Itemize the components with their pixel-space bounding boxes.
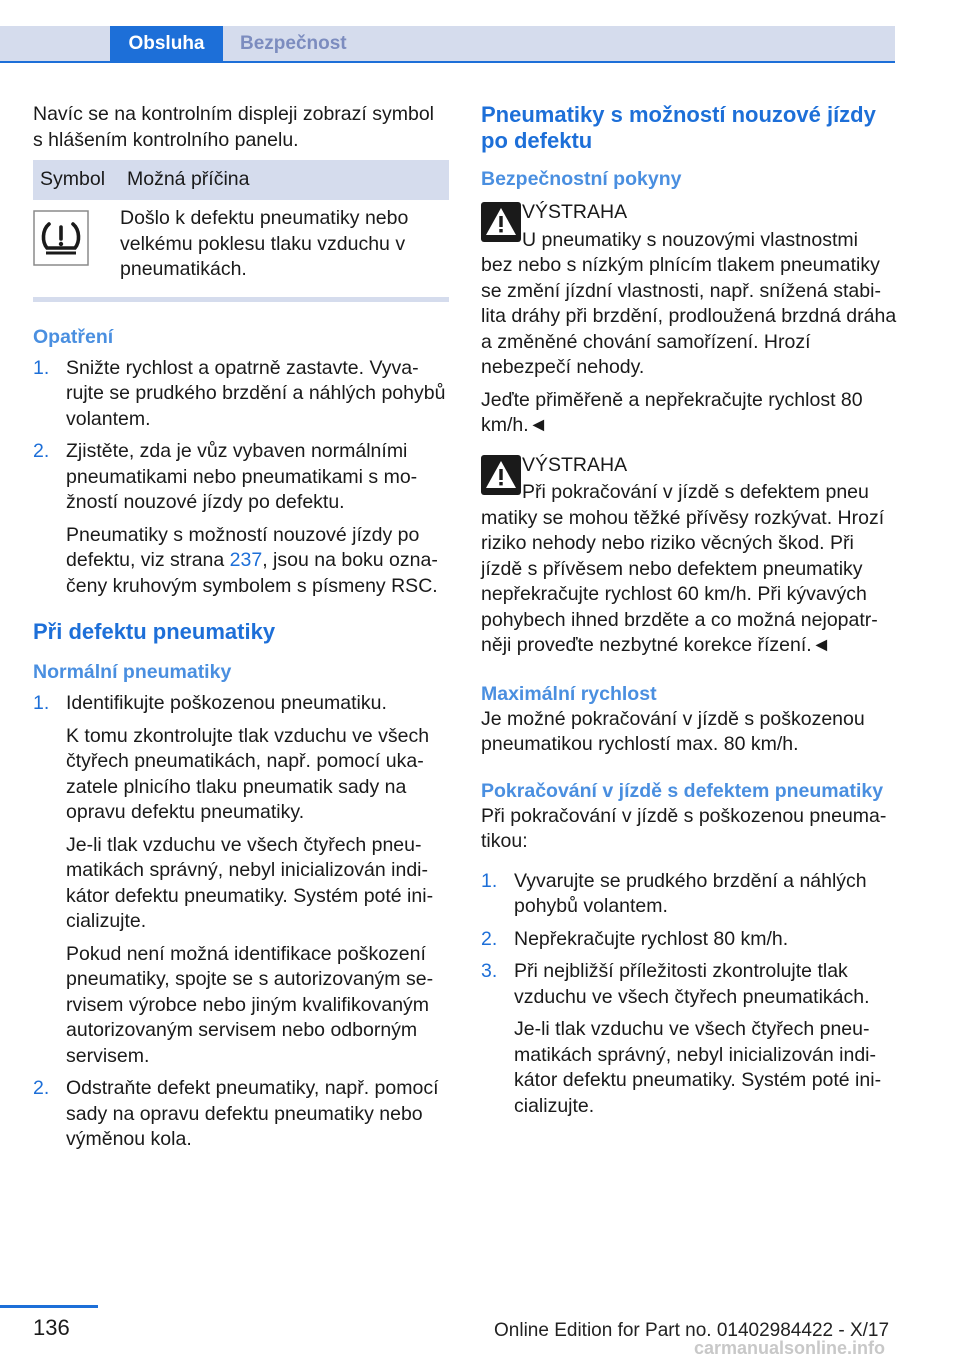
tab-obsluha[interactable]: Obsluha [110, 26, 223, 62]
heading-safety: Bezpečnostní pokyny [481, 168, 682, 190]
table-header [33, 160, 449, 200]
tire-pressure-warning-icon [33, 210, 89, 266]
measures-list [33, 356, 449, 600]
list-item: 1. Identifikujte poškozenou pneumatiku. K tomu zkontrolujte tlak vzduchu ve všech čtyřech pneumatikách, např. pomocí ukazatele plnicího tlaku pneumatik sady na opravu defektu pneumatiky. Je-li tlak vzduchu ve všech čtyřech pneumatikách správný, nebyl inicializován indikátor defektu pneumatiky. Systém poté inicializujte. Pokud není možná identifikace poškození pneumatiky, spojte se s autorizovaným servisem výrobce nebo jiným kvalifikovaným autorizovaným servisem nebo odborným servisem. [33, 692, 434, 1067]
warning-triangle-icon [481, 455, 521, 495]
warning-block: VÝSTRAHA Při pokračování v jízdě s defektem pneu matiky se mohou těžké přívěsy rozkývat. Hrozí riziko nehody nebo riziko věcných škod. Při jízdě s přívěsem nebo defektem pneumatiky nepřekračujte rychlost 60 km/h. Při kývavých pohybech ihned brzděte a co možná nejopatrněji proveďte nezbytné korekce řízení.◄ [481, 453, 897, 659]
list-item: 3. Při nejbližší příležitosti zkontrolujte tlak vzduchu ve všech čtyřech pneumatikách. Je-li tlak vzduchu ve všech čtyřech pneumatikách správný, nebyl inicializován indikátor defektu pneumatiky. Systém poté inicializujte. [481, 960, 882, 1117]
list-item: 2. Nepřekračujte rychlost 80 km/h. [481, 927, 789, 950]
heading-measures: Opatření [33, 325, 114, 348]
page-link-237[interactable]: 237 [229, 549, 263, 571]
col-cause: Možná příčina [127, 168, 250, 191]
continue-intro: Při pokračování v jízdě s poškozenou pneumatikou: [481, 804, 887, 852]
heading-runflat: Pneumatiky s možností nouzové jízdy po defektu [481, 102, 876, 153]
symbol-table [33, 160, 449, 302]
footer-edition: Online Edition for Part no. 01402984422 - X/17 [494, 1320, 890, 1341]
continue-steps-list [481, 869, 897, 1120]
warning-label: VÝSTRAHA [522, 201, 628, 223]
tab-bezpecnost[interactable]: Bezpečnost [240, 33, 347, 54]
normal-steps-list [33, 691, 449, 1153]
cause-text: Došlo k defektu pneumatiky nebo velkému poklesu tlaku vzduchu v pneumatikách. [120, 207, 409, 280]
list-item: 2. Zjistěte, zda je vůz vybaven normálními pneumatikami nebo pneumatikami s možností nouzové jízdy po defektu. Pneumatiky s možností nouzové jízdy po defektu, viz strana 237, jsou na boku označeny kruhovým symbolem s písmeny RSC. [33, 440, 438, 597]
col-symbol: Symbol [40, 168, 106, 191]
heading-continue: Pokračování v jízdě s defektem pneumatiky [481, 779, 884, 802]
footer-rule [0, 1305, 98, 1308]
table-bottom-rule [33, 297, 449, 302]
heading-defect: Při defektu pneumatiky [33, 619, 276, 644]
warning-block: VÝSTRAHA U pneumatiky s nouzovými vlastnostmi bez nebo s nízkým plnícím tlakem pneumatiky se změní jízdní vlastnosti, např. snížená stabilita dráhy při brzdění, prodloužená brzdná dráha a změněné chování samořízení. Hrozí nebezpečí nehody. Jeďte přiměřeně a nepřekračujte rychlost 80 km/h.◄ [481, 201, 897, 436]
left-column [33, 102, 449, 1160]
watermark: carmanualsonline.info [694, 1338, 886, 1358]
warning-triangle-icon [481, 202, 521, 242]
list-item: 1. Snižte rychlost a opatrně zastavte. Vyvarujte se prudkého brzdění a náhlých pohybů volantem. [33, 356, 446, 430]
heading-normal-tires: Normální pneumatiky [33, 661, 232, 683]
warning-label: VÝSTRAHA [522, 453, 628, 476]
right-column [481, 102, 897, 1126]
intro-text: Navíc se na kontrolním displeji zobrazí symbol s hlášením kontrolního panelu. [33, 103, 434, 151]
heading-max-speed: Maximální rychlost [481, 682, 657, 705]
list-item: 1. Vyvarujte se prudkého brzdění a náhlých pohybů volantem. [481, 869, 867, 917]
max-speed-text: Je možné pokračování v jízdě s poškozenou pneumatikou rychlostí max. 80 km/h. [481, 707, 865, 755]
header-divider [0, 61, 895, 63]
header-bar [0, 26, 895, 62]
list-item: 2. Odstraňte defekt pneumatiky, např. pomocí sady na opravu defektu pneumatiky nebo výměnou kola. [33, 1077, 439, 1150]
page-number: 136 [33, 1315, 70, 1340]
table-row [33, 200, 449, 283]
